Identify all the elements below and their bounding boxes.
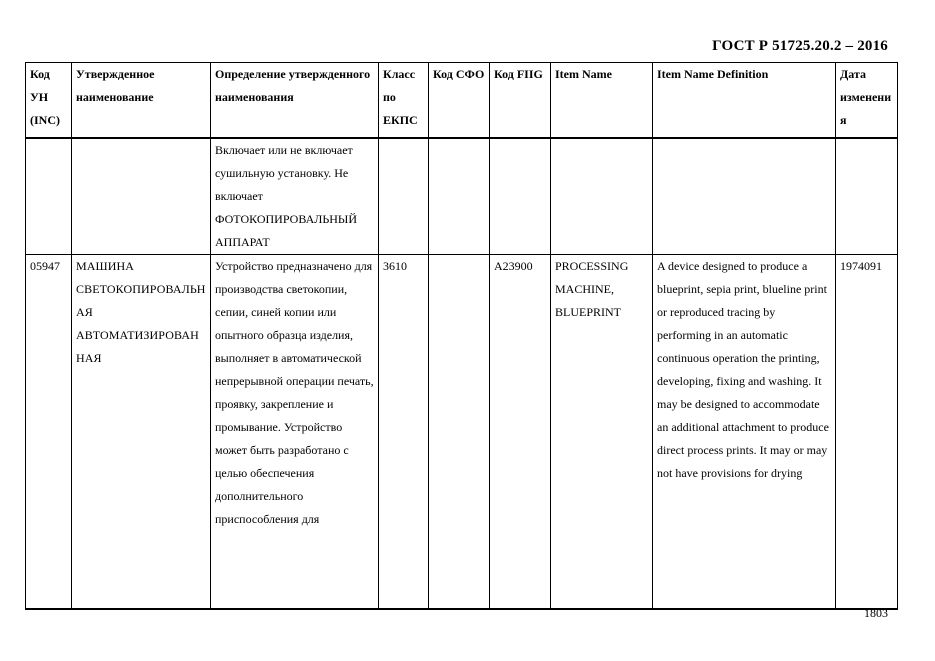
col-header-approved-name: Утвержденное наименование [72,63,211,138]
cell-sfo [429,138,490,255]
document-code: ГОСТ Р 51725.20.2 – 2016 [712,38,888,54]
col-header-fiig: Код FIIG [490,63,551,138]
page-number: 1803 [864,606,888,620]
cell-definition: Устройство предназначено для производства светокопии, сепии, синей копии или опытного образца изделия, выполняет в автоматической непрерывной операции печать, проявку, закрепление и промывание. Устройство может быть разработано с целью обеспечения дополнительного приспособления для [211,254,379,609]
cell-class [379,138,429,255]
table-row [26,138,898,255]
col-header-item-name-definition: Item Name Definition [653,63,836,138]
cell-definition: Включает или не включает сушильную установку. Не включает ФОТОКОПИРОВАЛЬНЫЙ АППАРАТ [211,138,379,255]
cell-approved-name [72,138,211,255]
col-header-definition: Определение утвержденного наименования [211,63,379,138]
cell-item-name-definition: A device designed to produce a blueprint, sepia print, blueline print or reproduced tracing by performing in an automatic continuous operation the printing, developing, fixing and washing. It may be designed to accommodate an additional attachment to produce direct process prints. It may or may not have provisions for drying [653,254,836,609]
cell-inc [26,138,72,255]
col-header-sfo: Код СФО [429,63,490,138]
cell-sfo [429,254,490,609]
catalog-table [25,62,898,610]
cell-inc: 05947 [26,254,72,609]
table-row [26,254,898,609]
cell-class: 3610 [379,254,429,609]
cell-item-name-definition [653,138,836,255]
cell-change-date: 1974091 [836,254,898,609]
table-header-row [26,63,898,138]
cell-fiig [490,138,551,255]
cell-item-name: PROCESSING MACHINE, BLUEPRINT [551,254,653,609]
cell-item-name [551,138,653,255]
cell-fiig: A23900 [490,254,551,609]
col-header-item-name: Item Name [551,63,653,138]
cell-change-date [836,138,898,255]
col-header-change-date: Дата изменения [836,63,898,138]
col-header-inc: Код УН (INC) [26,63,72,138]
col-header-class: Класс по ЕКПС [379,63,429,138]
cell-approved-name: МАШИНА СВЕТОКОПИРОВАЛЬНАЯ АВТОМАТИЗИРОВАННАЯ [72,254,211,609]
